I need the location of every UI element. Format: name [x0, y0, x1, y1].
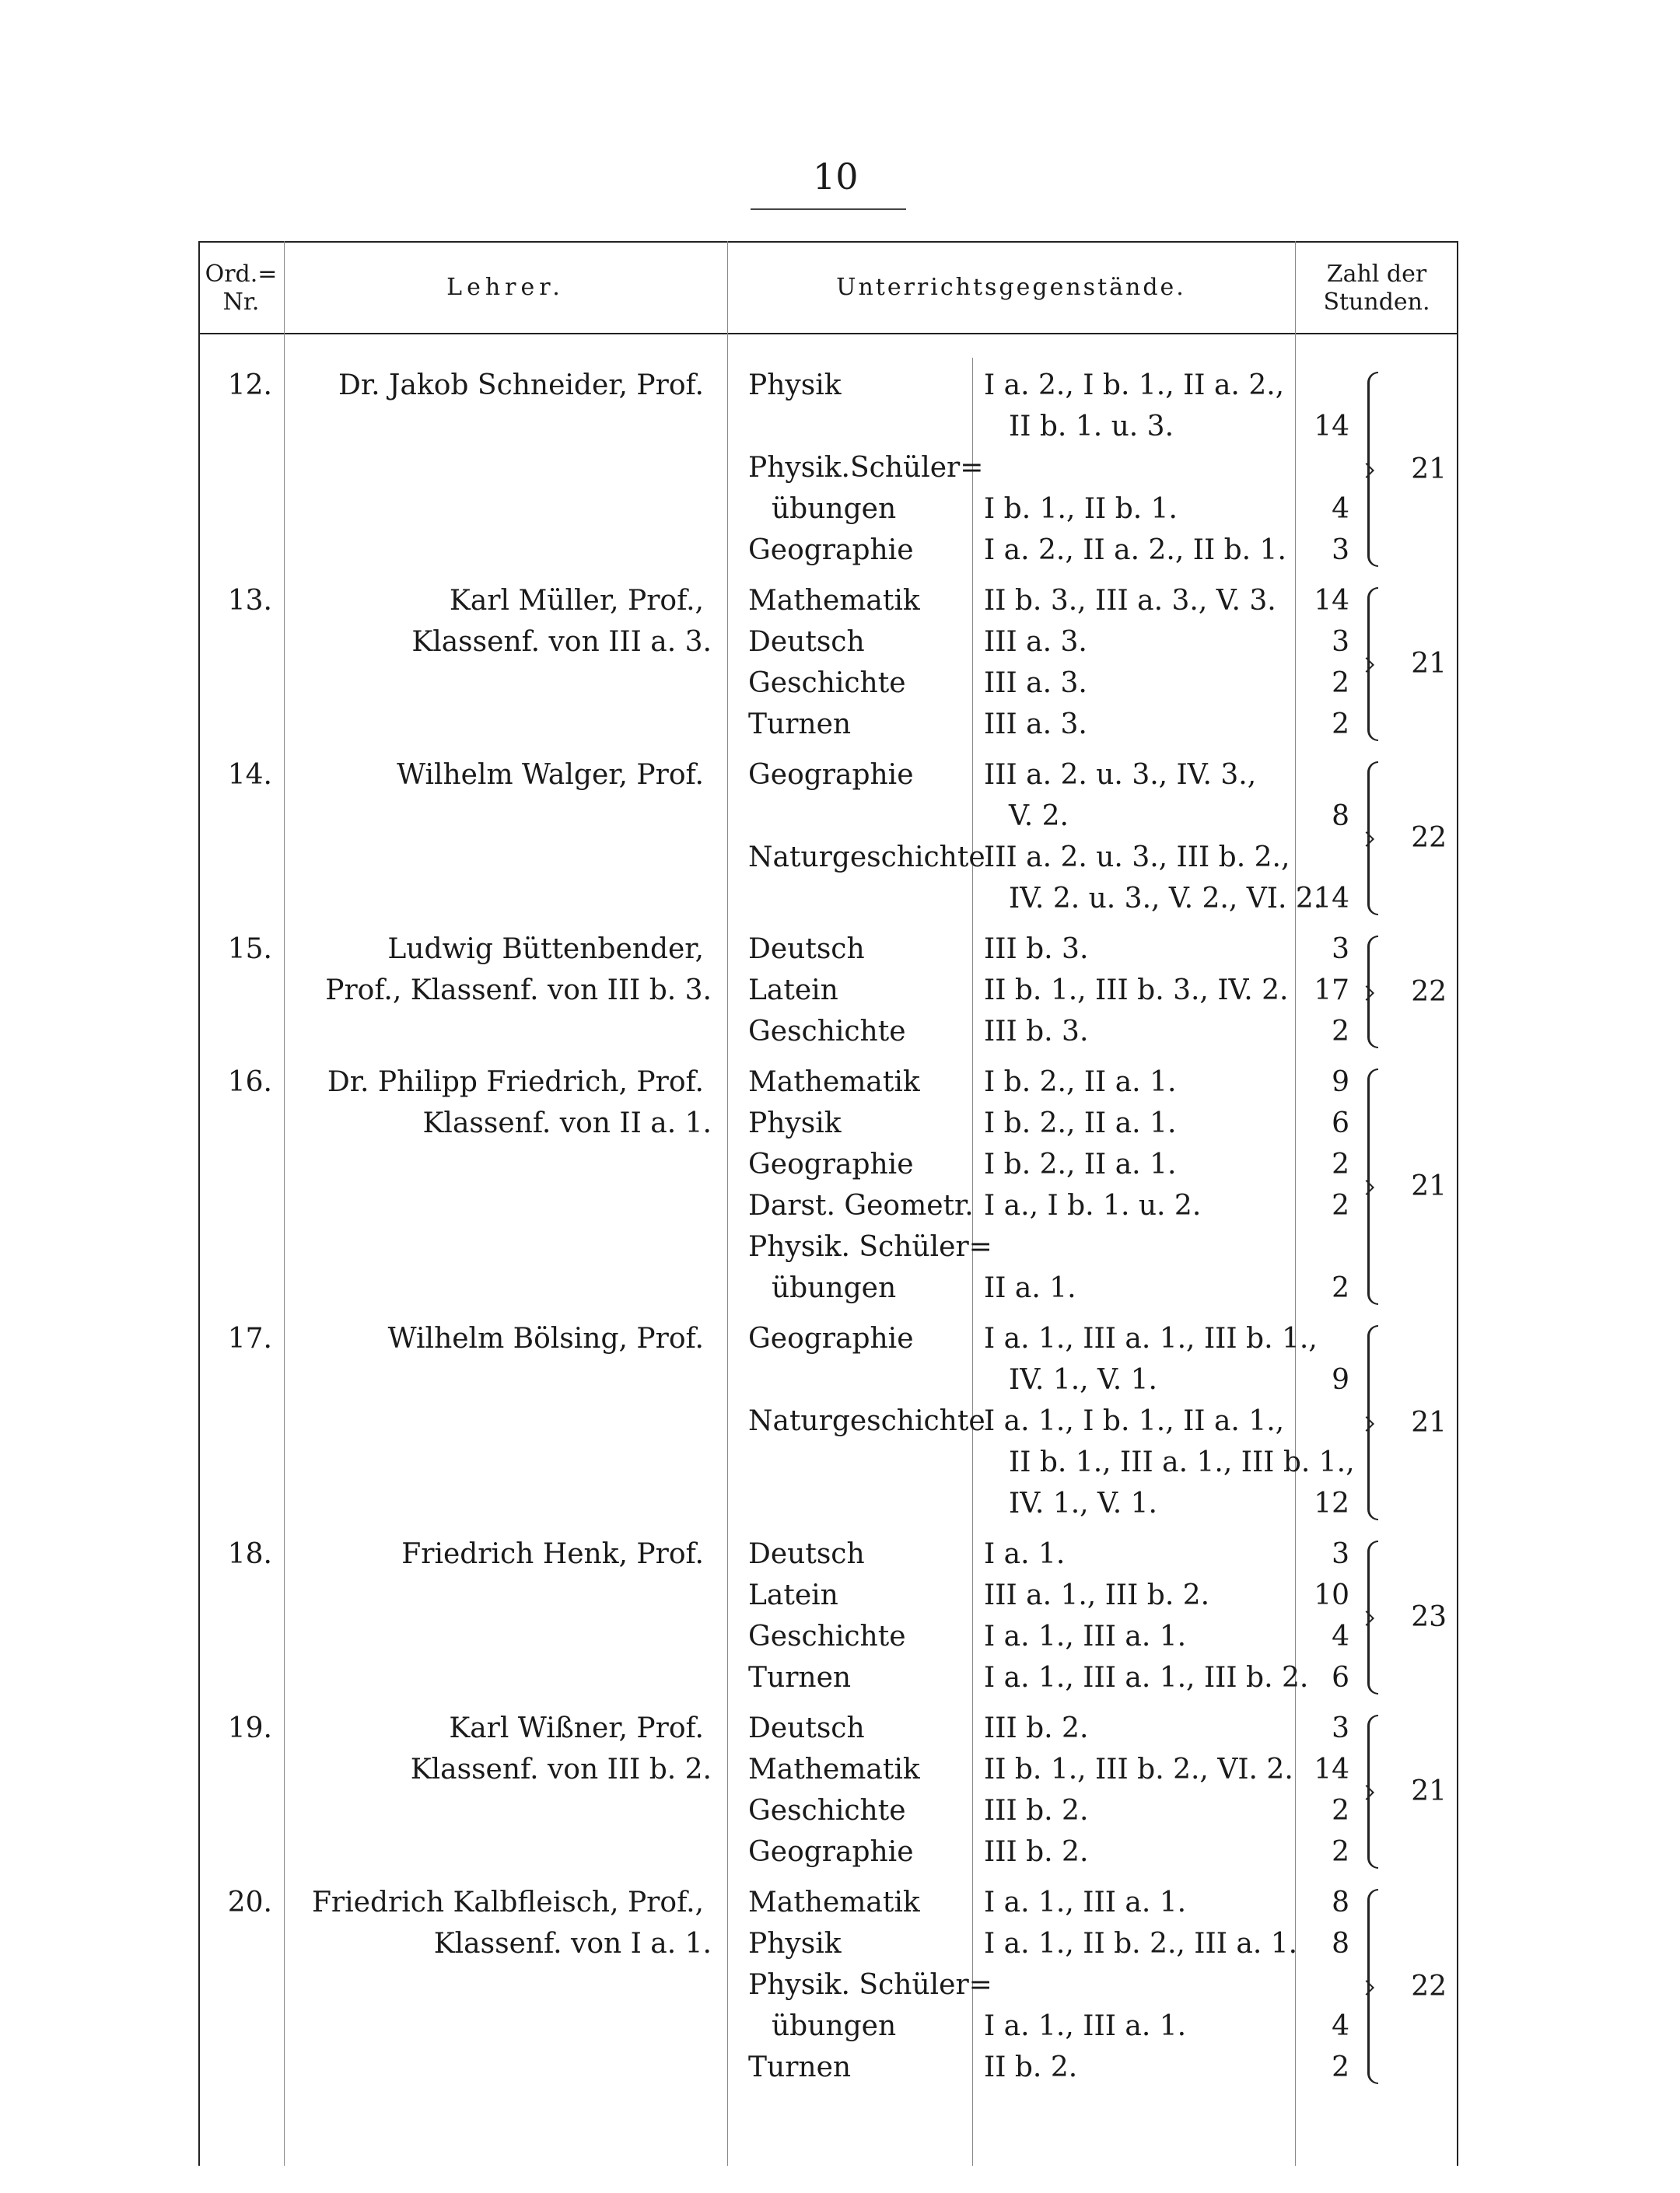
class-list: I a. 1. [984, 1538, 1066, 1570]
subject-name: Physik. Schüler= [748, 1969, 992, 2001]
subject-name: Turnen [748, 708, 852, 740]
class-list: III a. 3. [984, 708, 1087, 740]
subject-name: Turnen [748, 2051, 852, 2083]
subject-name: Latein [748, 1579, 838, 1611]
hours-value: 12 [1314, 1488, 1349, 1520]
total-hours: 21 [1411, 648, 1447, 680]
teacher-name: Friedrich Henk, Prof. [401, 1538, 704, 1570]
subject-name: Deutsch [748, 1712, 865, 1744]
teacher-name: Klassenf. von I a. 1. [433, 1928, 712, 1960]
class-list: V. 2. [1009, 800, 1069, 832]
class-list: III a. 1., III b. 2. [984, 1579, 1210, 1611]
class-list: III b. 3. [984, 1016, 1089, 1048]
class-list: III b. 2. [984, 1712, 1089, 1744]
teacher-name: Karl Müller, Prof., [449, 585, 704, 617]
total-hours: 21 [1411, 1406, 1447, 1439]
hours-value: 14 [1314, 883, 1349, 915]
hours-value: 9 [1332, 1364, 1349, 1396]
table-left-border [198, 241, 200, 2166]
teacher-name: Dr. Philipp Friedrich, Prof. [327, 1066, 704, 1098]
row-number: 16. [227, 1066, 272, 1098]
subject-name: übungen [772, 493, 897, 525]
table-top-rule [198, 241, 1458, 243]
class-list: IV. 1., V. 1. [1009, 1488, 1157, 1520]
header-gegenstaende: Unterrichtsgegenstände. [836, 274, 1186, 301]
row-number: 13. [227, 585, 272, 617]
teacher-name: Prof., Klassenf. von III b. 3. [325, 974, 712, 1006]
class-list: I a. 1., III a. 1. [984, 2010, 1187, 2042]
class-list: II a. 1. [984, 1272, 1076, 1304]
subject-name: Physik [748, 369, 842, 401]
teacher-name: Klassenf. von III a. 3. [411, 626, 712, 658]
class-list: III a. 2. u. 3., IV. 3., [984, 759, 1257, 791]
hours-value: 4 [1332, 493, 1349, 525]
subject-name: Physik.Schüler= [748, 452, 984, 484]
class-list: I a. 1., II b. 2., III a. 1. [984, 1928, 1298, 1960]
header-ord-nr: Ord.= Nr. [205, 261, 278, 316]
total-hours: 21 [1411, 453, 1447, 485]
total-hours: 23 [1411, 1601, 1447, 1633]
class-list: I b. 1., II b. 1. [984, 493, 1178, 525]
hours-value: 4 [1332, 2010, 1349, 2042]
hours-value: 2 [1332, 1190, 1349, 1222]
subject-name: Geographie [748, 1836, 914, 1868]
class-list: IV. 1., V. 1. [1009, 1364, 1157, 1396]
teacher-name: Friedrich Kalbfleisch, Prof., [311, 1887, 704, 1918]
teacher-name: Ludwig Büttenbender, [387, 933, 704, 965]
subject-name: Darst. Geometr. [748, 1190, 974, 1222]
class-list: I a. 1., III a. 1., III b. 1., [984, 1323, 1318, 1355]
hours-value: 3 [1332, 933, 1349, 965]
subject-name: Physik [748, 1107, 842, 1139]
subject-name: Geschichte [748, 1621, 906, 1653]
hours-value: 14 [1314, 585, 1349, 617]
class-list: II b. 1., III b. 2., VI. 2. [984, 1754, 1293, 1786]
class-list: III a. 3. [984, 626, 1087, 658]
class-list: I a., I b. 1. u. 2. [984, 1190, 1202, 1222]
class-list: IV. 2. u. 3., V. 2., VI. 2. [1009, 883, 1323, 915]
class-list: I b. 2., II a. 1. [984, 1107, 1177, 1139]
subject-name: Naturgeschichte [748, 1405, 985, 1437]
teacher-name: Klassenf. von III b. 2. [410, 1754, 712, 1786]
col-divider-nr [284, 241, 285, 2166]
class-list: III b. 3. [984, 933, 1089, 965]
subject-name: Geschichte [748, 1795, 906, 1827]
page-number-rule [751, 208, 906, 210]
hours-value: 10 [1314, 1579, 1349, 1611]
class-list: I b. 2., II a. 1. [984, 1066, 1177, 1098]
header-bottom-rule [198, 333, 1458, 334]
hours-value: 8 [1332, 800, 1349, 832]
row-number: 20. [227, 1887, 272, 1918]
table-right-border [1457, 241, 1458, 2166]
hours-value: 6 [1332, 1107, 1349, 1139]
hours-value: 2 [1332, 2051, 1349, 2083]
header-stunden: Zahl der Stunden. [1323, 261, 1430, 316]
subject-name: Mathematik [748, 1754, 920, 1786]
class-list: III a. 3. [984, 667, 1087, 699]
row-number: 12. [227, 369, 272, 401]
subject-name: Naturgeschichte [748, 841, 985, 873]
hours-value: 2 [1332, 1836, 1349, 1868]
class-list: II b. 1. u. 3. [1009, 411, 1174, 442]
col-divider-lehrer [727, 241, 728, 2166]
subject-name: Deutsch [748, 933, 865, 965]
subject-name: Geographie [748, 759, 914, 791]
subject-name: Geographie [748, 1149, 914, 1180]
hours-value: 8 [1332, 1887, 1349, 1918]
row-number: 15. [227, 933, 272, 965]
hours-value: 2 [1332, 1272, 1349, 1304]
subject-name: Geographie [748, 1323, 914, 1355]
hours-value: 3 [1332, 1538, 1349, 1570]
class-list: II b. 2. [984, 2051, 1078, 2083]
total-hours: 22 [1411, 822, 1447, 854]
subject-name: Geschichte [748, 667, 906, 699]
col-divider-stunden [1295, 241, 1296, 2166]
class-list: III a. 2. u. 3., III b. 2., [984, 841, 1290, 873]
teacher-name: Karl Wißner, Prof. [449, 1712, 704, 1744]
hours-value: 2 [1332, 1016, 1349, 1048]
subject-name: Physik [748, 1928, 842, 1960]
class-list: I a. 1., III a. 1. [984, 1887, 1187, 1918]
hours-value: 14 [1314, 1754, 1349, 1786]
hours-value: 9 [1332, 1066, 1349, 1098]
class-list: I a. 1., III a. 1., III b. 2. [984, 1662, 1309, 1694]
hours-value: 17 [1314, 974, 1349, 1006]
teacher-name: Klassenf. von II a. 1. [422, 1107, 712, 1139]
hours-value: 2 [1332, 667, 1349, 699]
teacher-name: Dr. Jakob Schneider, Prof. [338, 369, 704, 401]
subject-name: übungen [772, 1272, 897, 1304]
page-number: 10 [813, 156, 859, 198]
subject-name: Geographie [748, 534, 914, 566]
subject-name: Mathematik [748, 1887, 920, 1918]
class-list: II b. 1., III a. 1., III b. 1., [1009, 1446, 1355, 1478]
hours-value: 2 [1332, 708, 1349, 740]
class-list: III b. 2. [984, 1795, 1089, 1827]
hours-value: 4 [1332, 1621, 1349, 1653]
subject-name: Mathematik [748, 1066, 920, 1098]
class-list: I a. 2., II a. 2., II b. 1. [984, 534, 1286, 566]
subject-name: Turnen [748, 1662, 852, 1694]
teacher-name: Wilhelm Walger, Prof. [397, 759, 704, 791]
class-list: II b. 3., III a. 3., V. 3. [984, 585, 1276, 617]
hours-value: 2 [1332, 1795, 1349, 1827]
subject-name: Latein [748, 974, 838, 1006]
class-list: I a. 2., I b. 1., II a. 2., [984, 369, 1285, 401]
subject-name: Geschichte [748, 1016, 906, 1048]
hours-value: 3 [1332, 534, 1349, 566]
hours-value: 2 [1332, 1149, 1349, 1180]
total-hours: 21 [1411, 1775, 1447, 1807]
subject-name: übungen [772, 2010, 897, 2042]
total-hours: 22 [1411, 1970, 1447, 2002]
class-list: II b. 1., III b. 3., IV. 2. [984, 974, 1289, 1006]
hours-value: 14 [1314, 411, 1349, 442]
total-hours: 22 [1411, 975, 1447, 1008]
row-number: 18. [227, 1538, 272, 1570]
row-number: 19. [227, 1712, 272, 1744]
class-list: III b. 2. [984, 1836, 1089, 1868]
subject-name: Deutsch [748, 1538, 865, 1570]
hours-value: 8 [1332, 1928, 1349, 1960]
hours-value: 3 [1332, 626, 1349, 658]
subject-name: Deutsch [748, 626, 865, 658]
class-list: I a. 1., I b. 1., II a. 1., [984, 1405, 1285, 1437]
row-number: 17. [227, 1323, 272, 1355]
teacher-name: Wilhelm Bölsing, Prof. [387, 1323, 704, 1355]
header-lehrer: Lehrer. [446, 274, 565, 301]
hours-value: 6 [1332, 1662, 1349, 1694]
class-list: I b. 2., II a. 1. [984, 1149, 1177, 1180]
subject-name: Physik. Schüler= [748, 1231, 992, 1263]
subject-name: Mathematik [748, 585, 920, 617]
class-list: I a. 1., III a. 1. [984, 1621, 1187, 1653]
row-number: 14. [227, 759, 272, 791]
hours-value: 3 [1332, 1712, 1349, 1744]
total-hours: 21 [1411, 1170, 1447, 1202]
